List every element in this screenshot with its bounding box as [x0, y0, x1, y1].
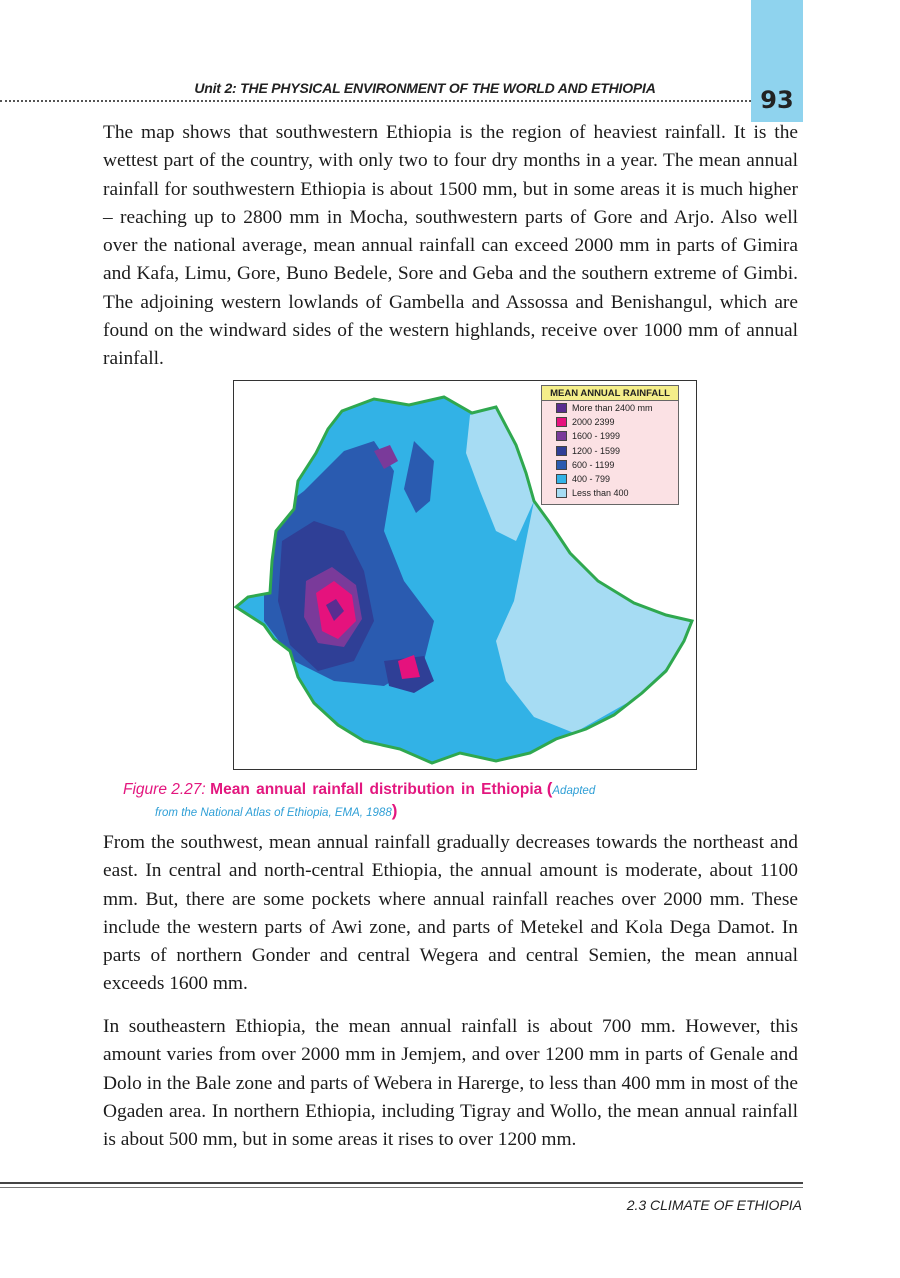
legend-item [542, 458, 678, 472]
caption-number: Figure 2.27: [123, 781, 206, 798]
footer-section-title: 2.3 CLIMATE OF ETHIOPIA [626, 1197, 802, 1213]
legend-item [542, 472, 678, 486]
legend-label: 1600 - 1999 [572, 431, 621, 442]
caption-title: Mean annual rainfall distribution in Ethiopia [210, 781, 543, 798]
legend-swatch [556, 460, 567, 470]
caption-close-paren: ) [391, 801, 398, 820]
legend-item [542, 401, 678, 415]
legend-swatch [556, 403, 567, 413]
legend-item [542, 415, 678, 429]
footer-rule [0, 1182, 803, 1184]
body-paragraph-3: In southeastern Ethiopia, the mean annual rainfall is about 700 mm. However, this amount varies from over 2000 mm in Jemjem, and over 1200 mm in parts of Genale and Dolo in the Bale zone and parts of Webera in Harerge, to less than 400 mm in most of the Ogaden area. In northern Ethiopia, including Tigray and Wollo, the mean annual rainfall is about 500 mm, but in some areas it rises to over 1200 mm. [103, 1016, 798, 1151]
legend-swatch [556, 417, 567, 427]
legend-label: Less than 400 [572, 488, 629, 499]
body-paragraph-2: From the southwest, mean annual rainfall gradually decreases towards the northeast and east. In central and north-central Ethiopia, the annual amount is moderate, about 1100 mm. But, there are some pockets where annual rainfall reaches over 2000 mm. These include the western parts of Awi zone, and parts of Metekel and Kola Dega Damot. In parts of northern Gonder and central Wegera and central Semien, the mean annual exceeds 1600 mm. [103, 832, 798, 995]
legend-swatch [556, 488, 567, 498]
caption-line-2 [123, 802, 693, 822]
caption-source-2: from the National Atlas of Ethiopia, EMA, 1988 [155, 807, 392, 819]
legend-title: MEAN ANNUAL RAINFALL [542, 386, 678, 401]
body-paragraph-1: The map shows that southwestern Ethiopia is the region of heaviest rainfall. It is the wettest part of the country, with only two to four dry months in a year. The mean annual rainfall for southwestern Ethiopia is about 1500 mm, but in some areas it is much higher – reaching up to 2800 mm in Mocha, southwestern parts of Gore and Arjo. Also well over the national average, mean annual rainfall can exceed 2000 mm in parts of Gimira and Kafa, Limu, Gore, Buno Bedele, Sore and Geba and the southern extreme of Gimbi. The adjoining western lowlands of Gambella and Assossa and Benishangul, which are found on the windward sides of the western highlands, receive over 1000 mm of annual rainfall. [103, 122, 798, 370]
legend-label: 2000 2399 [572, 417, 615, 428]
caption-open-paren: ( [546, 779, 553, 798]
legend-label: 400 - 799 [572, 474, 611, 485]
page-number: 93 [760, 86, 794, 114]
header-dotted-rule [0, 100, 751, 102]
caption-line-1 [123, 779, 693, 801]
legend-swatch [556, 431, 567, 441]
legend-swatch [556, 446, 567, 456]
legend-label: 600 - 1199 [572, 459, 615, 470]
rainfall-map-figure [233, 380, 697, 770]
legend-item [542, 429, 678, 443]
legend-label: 1200 - 1599 [572, 445, 621, 456]
footer-rule-thin [0, 1187, 803, 1188]
map-legend [541, 385, 679, 505]
running-header: Unit 2: THE PHYSICAL ENVIRONMENT OF THE WORLD AND ETHIOPIA [194, 80, 656, 96]
figure-caption [123, 779, 693, 822]
legend-item [542, 444, 678, 458]
legend-item [542, 486, 678, 500]
caption-source-1: Adapted [552, 785, 596, 797]
legend-swatch [556, 474, 567, 484]
legend-label: More than 2400 mm [572, 403, 653, 414]
